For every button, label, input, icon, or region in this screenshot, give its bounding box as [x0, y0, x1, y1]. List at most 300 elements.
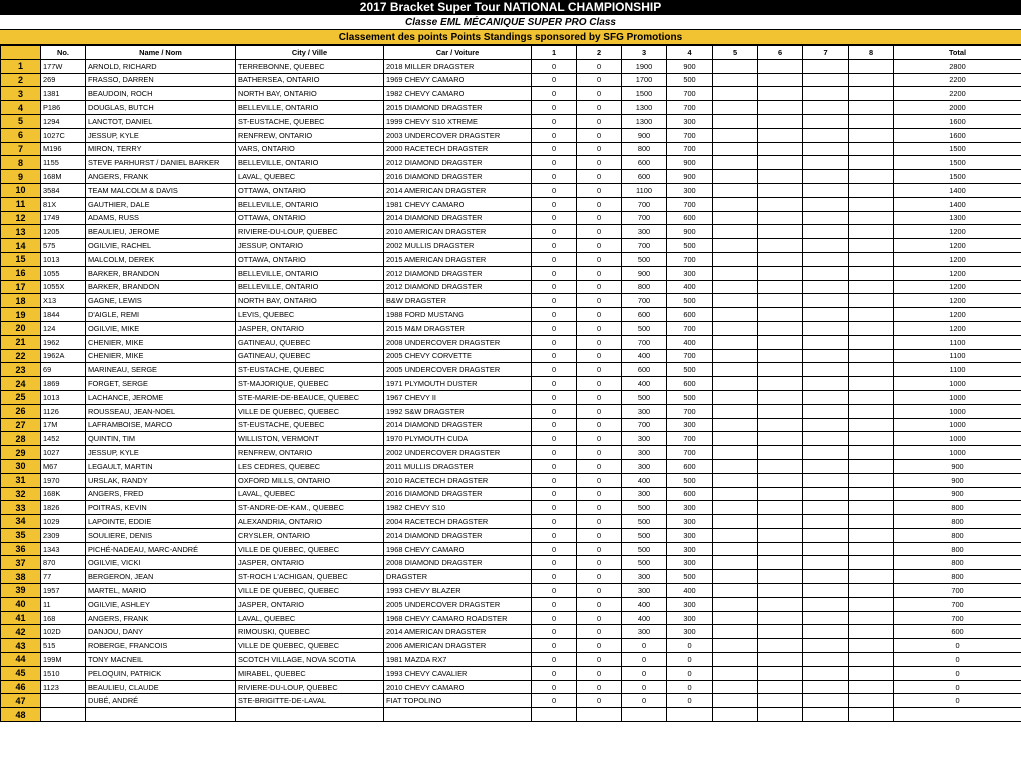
- cell-round-8: [849, 666, 894, 680]
- cell-total: 1600: [894, 128, 1021, 142]
- table-row: [1, 570, 1021, 584]
- cell-round-5: [713, 459, 758, 473]
- cell-city: BELLEVILLE, ONTARIO: [236, 101, 384, 115]
- cell-round-4: 900: [667, 156, 713, 170]
- cell-round-1: 0: [532, 101, 577, 115]
- cell-total: 1200: [894, 239, 1021, 253]
- cell-round-7: [803, 584, 849, 598]
- cell-round-4: 300: [667, 501, 713, 515]
- cell-round-6: [758, 101, 803, 115]
- table-row: [1, 542, 1021, 556]
- cell-number: [41, 694, 86, 708]
- cell-total: 1300: [894, 211, 1021, 225]
- table-row: [1, 446, 1021, 460]
- cell-number: 515: [41, 639, 86, 653]
- cell-round-3: 400: [622, 473, 667, 487]
- table-row: [1, 170, 1021, 184]
- cell-round-8: [849, 225, 894, 239]
- cell-round-1: 0: [532, 363, 577, 377]
- cell-round-1: 0: [532, 59, 577, 73]
- cell-car: 2010 CHEVY CAMARO: [384, 680, 532, 694]
- cell-round-8: [849, 87, 894, 101]
- header-car: Car / Voiture: [384, 46, 532, 60]
- cell-total: 900: [894, 473, 1021, 487]
- cell-round-3: 0: [622, 694, 667, 708]
- cell-total: 700: [894, 611, 1021, 625]
- cell-round-2: 0: [577, 266, 622, 280]
- cell-total: 800: [894, 501, 1021, 515]
- cell-round-1: 0: [532, 639, 577, 653]
- cell-name: TEAM MALCOLM & DAVIS: [86, 183, 236, 197]
- cell-round-7: [803, 335, 849, 349]
- cell-round-8: [849, 390, 894, 404]
- cell-round-5: [713, 473, 758, 487]
- cell-round-8: [849, 708, 894, 722]
- cell-total: 1400: [894, 183, 1021, 197]
- cell-total: 0: [894, 666, 1021, 680]
- cell-total: 1200: [894, 266, 1021, 280]
- cell-round-7: [803, 625, 849, 639]
- cell-rank: 24: [1, 377, 41, 391]
- cell-name: BERGERON, JEAN: [86, 570, 236, 584]
- cell-round-1: 0: [532, 294, 577, 308]
- cell-rank: 41: [1, 611, 41, 625]
- cell-city: BELLEVILLE, ONTARIO: [236, 156, 384, 170]
- cell-round-1: 0: [532, 459, 577, 473]
- cell-car: 2014 DIAMOND DRAGSTER: [384, 418, 532, 432]
- cell-round-6: [758, 459, 803, 473]
- cell-round-2: 0: [577, 418, 622, 432]
- cell-round-6: [758, 570, 803, 584]
- cell-car: 1982 CHEVY S10: [384, 501, 532, 515]
- cell-number: 1957: [41, 584, 86, 598]
- cell-round-6: [758, 446, 803, 460]
- cell-round-3: 400: [622, 377, 667, 391]
- cell-car: 2000 RACETECH DRAGSTER: [384, 142, 532, 156]
- cell-number: 81X: [41, 197, 86, 211]
- cell-round-8: [849, 432, 894, 446]
- cell-round-8: [849, 335, 894, 349]
- cell-round-5: [713, 114, 758, 128]
- cell-car: 2005 CHEVY CORVETTE: [384, 349, 532, 363]
- table-row: [1, 59, 1021, 73]
- cell-round-3: 300: [622, 625, 667, 639]
- cell-number: 3584: [41, 183, 86, 197]
- cell-round-8: [849, 280, 894, 294]
- cell-round-6: [758, 501, 803, 515]
- cell-round-7: [803, 542, 849, 556]
- cell-rank: 4: [1, 101, 41, 115]
- cell-round-6: [758, 377, 803, 391]
- table-row: [1, 114, 1021, 128]
- cell-round-2: 0: [577, 197, 622, 211]
- cell-number: 1343: [41, 542, 86, 556]
- cell-name: JESSUP, KYLE: [86, 446, 236, 460]
- cell-round-8: [849, 321, 894, 335]
- cell-round-6: [758, 515, 803, 529]
- cell-rank: 9: [1, 170, 41, 184]
- table-row: [1, 101, 1021, 115]
- cell-round-5: [713, 170, 758, 184]
- cell-total: [894, 708, 1021, 722]
- cell-car: 2014 AMERICAN DRAGSTER: [384, 625, 532, 639]
- cell-round-4: 300: [667, 114, 713, 128]
- cell-name: JESSUP, KYLE: [86, 128, 236, 142]
- cell-round-5: [713, 239, 758, 253]
- cell-total: 1100: [894, 335, 1021, 349]
- cell-round-1: 0: [532, 156, 577, 170]
- cell-round-4: 700: [667, 252, 713, 266]
- cell-round-5: [713, 225, 758, 239]
- cell-round-5: [713, 528, 758, 542]
- cell-round-2: 0: [577, 308, 622, 322]
- cell-city: LES CEDRES, QUEBEC: [236, 459, 384, 473]
- cell-total: 1600: [894, 114, 1021, 128]
- cell-round-5: [713, 321, 758, 335]
- cell-round-7: [803, 170, 849, 184]
- header-number: No.: [41, 46, 86, 60]
- cell-car: 1967 CHEVY II: [384, 390, 532, 404]
- cell-round-4: 0: [667, 680, 713, 694]
- sheet-title: 2017 Bracket Super Tour NATIONAL CHAMPIONSHIP: [0, 0, 1021, 15]
- cell-city: STE-MARIE-DE-BEAUCE, QUEBEC: [236, 390, 384, 404]
- cell-total: 1000: [894, 446, 1021, 460]
- cell-city: [236, 708, 384, 722]
- cell-total: 1000: [894, 377, 1021, 391]
- cell-round-8: [849, 515, 894, 529]
- cell-round-2: 0: [577, 404, 622, 418]
- cell-round-3: [622, 708, 667, 722]
- cell-city: RENFREW, ONTARIO: [236, 446, 384, 460]
- cell-rank: 25: [1, 390, 41, 404]
- cell-round-1: 0: [532, 653, 577, 667]
- cell-city: RIMOUSKI, QUEBEC: [236, 625, 384, 639]
- cell-round-7: [803, 114, 849, 128]
- cell-car: FIAT TOPOLINO: [384, 694, 532, 708]
- cell-car: 1988 FORD MUSTANG: [384, 308, 532, 322]
- cell-round-2: 0: [577, 363, 622, 377]
- cell-number: 177W: [41, 59, 86, 73]
- cell-round-2: 0: [577, 390, 622, 404]
- cell-round-3: 700: [622, 239, 667, 253]
- cell-car: 2016 DIAMOND DRAGSTER: [384, 170, 532, 184]
- cell-rank: 20: [1, 321, 41, 335]
- cell-round-5: [713, 542, 758, 556]
- header-name: Name / Nom: [86, 46, 236, 60]
- cell-rank: 10: [1, 183, 41, 197]
- cell-round-2: 0: [577, 680, 622, 694]
- cell-round-3: 900: [622, 266, 667, 280]
- cell-round-8: [849, 266, 894, 280]
- cell-number: 11: [41, 597, 86, 611]
- cell-round-6: [758, 87, 803, 101]
- cell-round-7: [803, 308, 849, 322]
- cell-round-7: [803, 321, 849, 335]
- cell-round-2: 0: [577, 666, 622, 680]
- cell-total: 1100: [894, 349, 1021, 363]
- cell-round-4: 700: [667, 101, 713, 115]
- cell-total: 1000: [894, 390, 1021, 404]
- cell-round-8: [849, 639, 894, 653]
- standings-table: [0, 45, 1021, 722]
- cell-city: BELLEVILLE, ONTARIO: [236, 197, 384, 211]
- cell-round-3: 700: [622, 294, 667, 308]
- cell-round-6: [758, 666, 803, 680]
- cell-rank: 22: [1, 349, 41, 363]
- cell-round-4: 300: [667, 528, 713, 542]
- cell-car: 1970 PLYMOUTH CUDA: [384, 432, 532, 446]
- cell-rank: 28: [1, 432, 41, 446]
- cell-round-5: [713, 694, 758, 708]
- cell-name: OGILVIE, RACHEL: [86, 239, 236, 253]
- cell-round-1: 0: [532, 432, 577, 446]
- cell-city: GATINEAU, QUEBEC: [236, 349, 384, 363]
- cell-city: ST-ROCH L'ACHIGAN, QUEBEC: [236, 570, 384, 584]
- cell-city: JASPER, ONTARIO: [236, 597, 384, 611]
- cell-round-5: [713, 183, 758, 197]
- cell-city: BELLEVILLE, ONTARIO: [236, 280, 384, 294]
- cell-round-7: [803, 611, 849, 625]
- cell-number: 1452: [41, 432, 86, 446]
- cell-round-2: 0: [577, 446, 622, 460]
- table-row: [1, 349, 1021, 363]
- cell-round-4: 0: [667, 653, 713, 667]
- cell-round-1: 0: [532, 308, 577, 322]
- cell-name: D'AIGLE, REMI: [86, 308, 236, 322]
- cell-car: 2016 DIAMOND DRAGSTER: [384, 487, 532, 501]
- cell-total: 1200: [894, 225, 1021, 239]
- cell-round-5: [713, 377, 758, 391]
- cell-city: NORTH BAY, ONTARIO: [236, 87, 384, 101]
- table-row: [1, 87, 1021, 101]
- cell-total: 1000: [894, 418, 1021, 432]
- cell-name: BARKER, BRANDON: [86, 266, 236, 280]
- cell-name: ANGERS, FRED: [86, 487, 236, 501]
- cell-round-4: 500: [667, 473, 713, 487]
- cell-round-7: [803, 570, 849, 584]
- cell-name: FORGET, SERGE: [86, 377, 236, 391]
- cell-round-4: 400: [667, 280, 713, 294]
- cell-number: 1027: [41, 446, 86, 460]
- cell-car: 1981 MAZDA RX7: [384, 653, 532, 667]
- cell-round-7: [803, 597, 849, 611]
- cell-round-1: 0: [532, 501, 577, 515]
- cell-round-8: [849, 625, 894, 639]
- table-row: [1, 335, 1021, 349]
- cell-round-3: 500: [622, 528, 667, 542]
- cell-round-7: [803, 252, 849, 266]
- cell-round-1: [532, 708, 577, 722]
- cell-rank: 19: [1, 308, 41, 322]
- cell-round-2: 0: [577, 114, 622, 128]
- cell-round-8: [849, 611, 894, 625]
- cell-number: 870: [41, 556, 86, 570]
- cell-round-4: 300: [667, 542, 713, 556]
- table-row: [1, 556, 1021, 570]
- cell-round-8: [849, 694, 894, 708]
- cell-total: 0: [894, 639, 1021, 653]
- cell-round-8: [849, 156, 894, 170]
- cell-round-7: [803, 639, 849, 653]
- cell-city: VILLE DE QUEBEC, QUEBEC: [236, 542, 384, 556]
- cell-round-1: 0: [532, 487, 577, 501]
- cell-number: 1826: [41, 501, 86, 515]
- cell-rank: 5: [1, 114, 41, 128]
- cell-round-1: 0: [532, 239, 577, 253]
- cell-name: DANJOU, DANY: [86, 625, 236, 639]
- cell-round-6: [758, 639, 803, 653]
- table-row: [1, 308, 1021, 322]
- cell-round-2: [577, 708, 622, 722]
- cell-round-1: 0: [532, 404, 577, 418]
- cell-round-1: 0: [532, 611, 577, 625]
- cell-round-5: [713, 308, 758, 322]
- cell-round-1: 0: [532, 528, 577, 542]
- cell-round-1: 0: [532, 515, 577, 529]
- cell-round-7: [803, 390, 849, 404]
- cell-car: 2010 RACETECH DRAGSTER: [384, 473, 532, 487]
- cell-round-2: 0: [577, 473, 622, 487]
- cell-round-6: [758, 114, 803, 128]
- cell-round-4: 700: [667, 321, 713, 335]
- table-row: [1, 280, 1021, 294]
- cell-round-4: 300: [667, 183, 713, 197]
- cell-round-6: [758, 280, 803, 294]
- cell-rank: 16: [1, 266, 41, 280]
- cell-car: 1992 S&W DRAGSTER: [384, 404, 532, 418]
- cell-round-2: 0: [577, 59, 622, 73]
- cell-rank: 11: [1, 197, 41, 211]
- cell-round-1: 0: [532, 87, 577, 101]
- cell-car: 2010 AMERICAN DRAGSTER: [384, 225, 532, 239]
- table-row: [1, 528, 1021, 542]
- cell-round-8: [849, 294, 894, 308]
- cell-round-2: 0: [577, 183, 622, 197]
- cell-round-1: 0: [532, 390, 577, 404]
- cell-round-7: [803, 349, 849, 363]
- cell-total: 800: [894, 570, 1021, 584]
- cell-round-3: 300: [622, 446, 667, 460]
- cell-round-8: [849, 597, 894, 611]
- cell-car: [384, 708, 532, 722]
- cell-round-4: 0: [667, 639, 713, 653]
- cell-round-2: 0: [577, 501, 622, 515]
- header-round-6: 6: [758, 46, 803, 60]
- cell-name: SOULIERE, DENIS: [86, 528, 236, 542]
- cell-round-6: [758, 611, 803, 625]
- table-row: [1, 708, 1021, 722]
- cell-round-8: [849, 308, 894, 322]
- cell-round-5: [713, 653, 758, 667]
- cell-round-1: 0: [532, 556, 577, 570]
- cell-round-4: 900: [667, 225, 713, 239]
- cell-round-3: 1100: [622, 183, 667, 197]
- cell-number: 199M: [41, 653, 86, 667]
- cell-round-5: [713, 487, 758, 501]
- header-round-7: 7: [803, 46, 849, 60]
- cell-round-1: 0: [532, 211, 577, 225]
- cell-number: 77: [41, 570, 86, 584]
- table-row: [1, 418, 1021, 432]
- header-city: City / Ville: [236, 46, 384, 60]
- cell-round-6: [758, 239, 803, 253]
- cell-round-5: [713, 390, 758, 404]
- cell-round-6: [758, 528, 803, 542]
- cell-car: 2002 MULLIS DRAGSTER: [384, 239, 532, 253]
- cell-round-2: 0: [577, 556, 622, 570]
- cell-round-7: [803, 280, 849, 294]
- cell-car: 2012 DIAMOND DRAGSTER: [384, 280, 532, 294]
- cell-round-4: 0: [667, 694, 713, 708]
- cell-round-6: [758, 708, 803, 722]
- cell-total: 0: [894, 680, 1021, 694]
- cell-number: 1027C: [41, 128, 86, 142]
- cell-round-2: 0: [577, 156, 622, 170]
- cell-car: 2008 UNDERCOVER DRAGSTER: [384, 335, 532, 349]
- cell-round-5: [713, 515, 758, 529]
- cell-round-8: [849, 487, 894, 501]
- cell-city: BATHERSEA, ONTARIO: [236, 73, 384, 87]
- table-row: [1, 694, 1021, 708]
- cell-round-4: 700: [667, 446, 713, 460]
- cell-number: 1962: [41, 335, 86, 349]
- cell-round-6: [758, 225, 803, 239]
- cell-city: CRYSLER, ONTARIO: [236, 528, 384, 542]
- cell-round-4: 900: [667, 170, 713, 184]
- cell-round-2: 0: [577, 101, 622, 115]
- cell-rank: 39: [1, 584, 41, 598]
- cell-rank: 21: [1, 335, 41, 349]
- cell-name: POITRAS, KEVIN: [86, 501, 236, 515]
- cell-round-2: 0: [577, 349, 622, 363]
- table-row: [1, 487, 1021, 501]
- cell-total: 700: [894, 597, 1021, 611]
- cell-round-1: 0: [532, 377, 577, 391]
- cell-car: 2005 UNDERCOVER DRAGSTER: [384, 363, 532, 377]
- cell-round-6: [758, 294, 803, 308]
- cell-round-8: [849, 404, 894, 418]
- cell-round-5: [713, 211, 758, 225]
- cell-name: OGILVIE, VICKI: [86, 556, 236, 570]
- cell-name: GAGNE, LEWIS: [86, 294, 236, 308]
- cell-car: 2012 DIAMOND DRAGSTER: [384, 156, 532, 170]
- cell-rank: 7: [1, 142, 41, 156]
- cell-round-8: [849, 101, 894, 115]
- table-row: [1, 363, 1021, 377]
- cell-round-8: [849, 446, 894, 460]
- cell-round-4: 300: [667, 266, 713, 280]
- cell-round-6: [758, 156, 803, 170]
- cell-total: 1000: [894, 432, 1021, 446]
- cell-round-1: 0: [532, 197, 577, 211]
- cell-city: VILLE DE QUEBEC, QUEBEC: [236, 639, 384, 653]
- cell-round-4: 700: [667, 87, 713, 101]
- cell-rank: 47: [1, 694, 41, 708]
- cell-rank: 42: [1, 625, 41, 639]
- cell-round-5: [713, 128, 758, 142]
- cell-round-5: [713, 266, 758, 280]
- cell-round-6: [758, 556, 803, 570]
- table-row: [1, 294, 1021, 308]
- cell-number: 69: [41, 363, 86, 377]
- cell-rank: 36: [1, 542, 41, 556]
- cell-name: MARINEAU, SERGE: [86, 363, 236, 377]
- cell-rank: 38: [1, 570, 41, 584]
- cell-total: 600: [894, 625, 1021, 639]
- cell-round-2: 0: [577, 170, 622, 184]
- cell-round-8: [849, 556, 894, 570]
- cell-name: CHENIER, MIKE: [86, 349, 236, 363]
